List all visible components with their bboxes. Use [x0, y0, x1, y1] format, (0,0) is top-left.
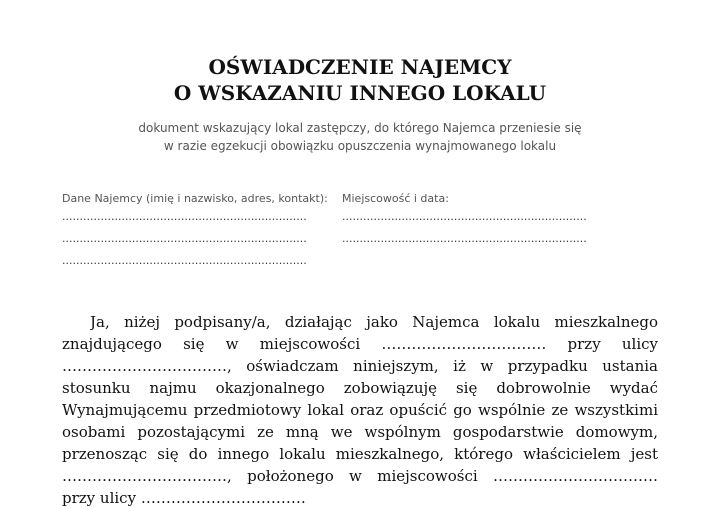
statement-line-2: znajdującego się w miejscowości …………………………… przy ulicy [62, 335, 658, 353]
place-date-line-1: ...................................................................... [342, 210, 587, 223]
place-date-line-2: ...................................................................... [342, 232, 587, 245]
tenant-data-line-1: ...................................................................... [62, 210, 307, 223]
document-title-line-2: O WSKAZANIU INNEGO LOKALU [173, 81, 547, 105]
tenant-data-line-2: ...................................................................... [62, 232, 307, 245]
place-date-label: Miejscowość i data: [342, 192, 449, 205]
tenant-data-line-3: ...................................................................... [62, 254, 307, 267]
statement-line-6: osobami pozostającymi ze mną we wspólnym gospodarstwie domowym, [62, 423, 658, 441]
document-subtitle-line-1: dokument wskazujący lokal zastępczy, do którego Najemca przeniesie się [138, 121, 582, 135]
statement-line-1: Ja, niżej podpisany/a, działając jako Najemca lokalu mieszkalnego [90, 313, 658, 331]
statement-line-8: ……………………………, położonego w miejscowości …………………………… [62, 467, 658, 485]
statement-line-7: przenosząc się do innego lokalu mieszkalnego, którego właścicielem jest [62, 445, 658, 463]
tenant-data-label: Dane Najemcy (imię i nazwisko, adres, kontakt): [62, 192, 328, 205]
statement-line-9: przy ulicy …………………………… [62, 489, 306, 507]
document-subtitle-line-2: w razie egzekucji obowiązku opuszczenia wynajmowanego lokalu [163, 139, 557, 153]
statement-line-3: ……………………………, oświadczam niniejszym, iż w przypadku ustania [62, 357, 658, 375]
statement-line-4: stosunku najmu okazjonalnego zobowiązuję się dobrowolnie wydać [62, 379, 658, 397]
statement-line-5: Wynajmującemu przedmiotowy lokal oraz opuścić go wspólnie ze wszystkimi [62, 401, 658, 419]
document-title-line-1: OŚWIADCZENIE NAJEMCY [208, 55, 512, 79]
